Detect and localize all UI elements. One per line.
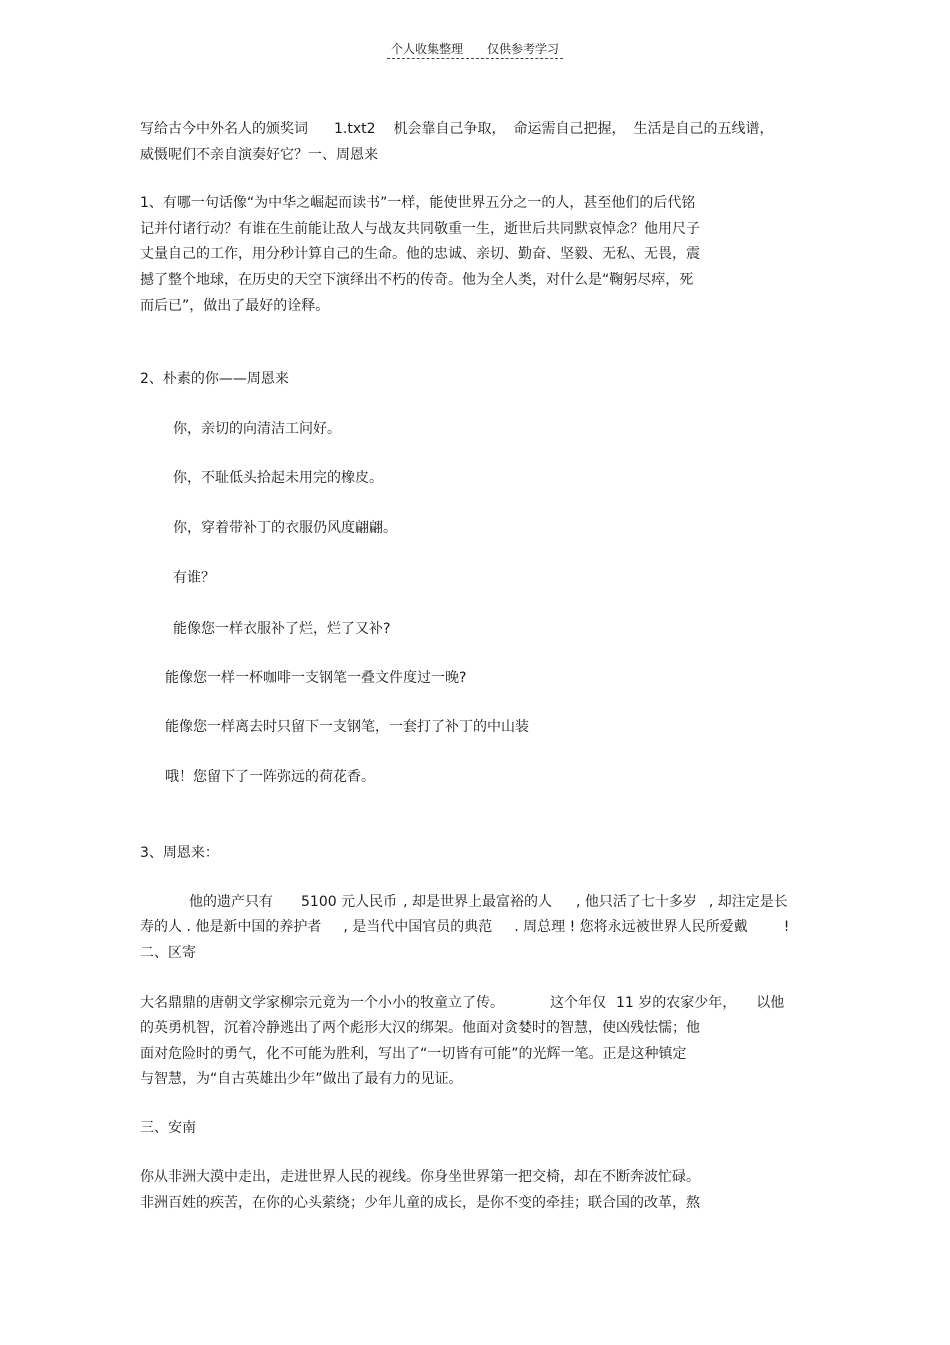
section3-text: , 却是世界上最富裕的人 (403, 894, 552, 910)
section3-text: , 他只活了七十多岁 (576, 894, 697, 910)
section4-text: 11 岁的农家少年， (616, 995, 737, 1011)
section3-text: 5100 元人民币 (301, 894, 398, 910)
poem-line: 能像您一样离去时只留下一支钢笔，一套打了补丁的中山装 (165, 719, 529, 735)
section1-line: 而后已”，做出了最好的诠释。 (140, 298, 330, 314)
section3-text: . 周总理 ! 您将永远被世界人民所爱戴 (514, 919, 748, 935)
intro-title: 写给古今中外名人的颁奖词 (140, 121, 308, 137)
header-watermark (387, 40, 563, 59)
section4-text: 以他 (756, 995, 785, 1011)
intro-filename: 1.txt2 (334, 121, 376, 137)
intro-line-2: 威慑呢们不亲自演奏好它？一、周恩来 (140, 147, 378, 163)
section4-line-1 (140, 993, 784, 1013)
section4-text: 大名鼎鼎的唐朝文学家柳宗元竟为一个小小的牧童立了传。 (140, 995, 504, 1011)
section4-line: 与智慧，为“自古英雄出少年”做出了最有力的见证。 (140, 1071, 463, 1087)
section4-line: 的英勇机智，沉着冷静逃出了两个彪形大汉的绑架。他面对贪婪时的智慧，使凶残怯懦；他 (140, 1020, 700, 1036)
section3-line-1 (189, 892, 788, 912)
poem-line: 你，穿着带补丁的衣服仍风度翩翩。 (173, 520, 397, 536)
poem-line: 哦！您留下了一阵弥远的荷花香。 (165, 769, 375, 785)
section2-title: 2、朴素的你——周恩来 (140, 371, 289, 387)
section4-line: 面对危险时的勇气，化不可能为胜利，写出了“一切皆有可能”的光辉一笔。正是这种镇定 (140, 1046, 687, 1062)
intro-phrase-3: 生活是自己的五线谱， (633, 121, 774, 137)
section1-line: 丈量自己的工作，用分秒计算自己的生命。他的忠诚、亲切、勤奋、坚毅、无私、无畏，震 (140, 246, 700, 262)
intro-phrase-1: 机会靠自己争取， (393, 121, 506, 137)
section3-text: 他的遗产只有 (189, 894, 273, 910)
section3-text: ! (783, 919, 790, 935)
section5-line: 非洲百姓的疾苦，在你的心头萦绕；少年儿童的成长，是你不变的牵挂；联合国的改革，熬 (140, 1195, 700, 1211)
poem-line: 能像您一样衣服补了烂，烂了又补? (173, 621, 391, 637)
section3-text: , 却注定是长 (708, 894, 788, 910)
intro-line-1 (140, 119, 774, 139)
section5-line: 你从非洲大漠中走出，走进世界人民的视线。你身坐世界第一把交椅，却在不断奔波忙碌。 (140, 1169, 700, 1185)
section3-text: 寿的人 . 他是新中国的养护者 (140, 919, 322, 935)
section4-text: 这个年仅 (550, 995, 606, 1011)
header-right-text: 仅供参考学习 (487, 42, 560, 56)
section1-line: 记并付诸行动？有谁在生前能让敌人与战友共同敬重一生，逝世后共同默哀悼念？他用尺子 (140, 221, 700, 237)
section3-text: , 是当代中国官员的典范 (343, 919, 493, 935)
section1-line: 撼了整个地球，在历史的天空下演绎出不朽的传奇。他为全人类，对什么是“鞠躬尽瘁，死 (140, 272, 694, 288)
page-header (0, 40, 950, 59)
section3-line-2 (140, 917, 789, 937)
section1-line: 1、有哪一句话像“为中华之崛起而读书”一样，能使世界五分之一的人，甚至他们的后代铭 (140, 195, 696, 211)
header-left-text: 个人收集整理 (390, 42, 463, 56)
poem-line: 你，亲切的向清洁工问好。 (173, 421, 341, 437)
intro-phrase-2: 命运需自己把握， (513, 121, 626, 137)
section3-line-3: 二、区寄 (140, 945, 196, 961)
poem-line: 能像您一样一杯咖啡一支钢笔一叠文件度过一晚? (165, 670, 467, 686)
section3-title: 3、周恩来： (140, 845, 219, 861)
poem-line: 有谁？ (173, 570, 215, 586)
poem-line: 你，不耻低头拾起未用完的橡皮。 (173, 470, 383, 486)
section5-title: 三、安南 (140, 1120, 196, 1136)
